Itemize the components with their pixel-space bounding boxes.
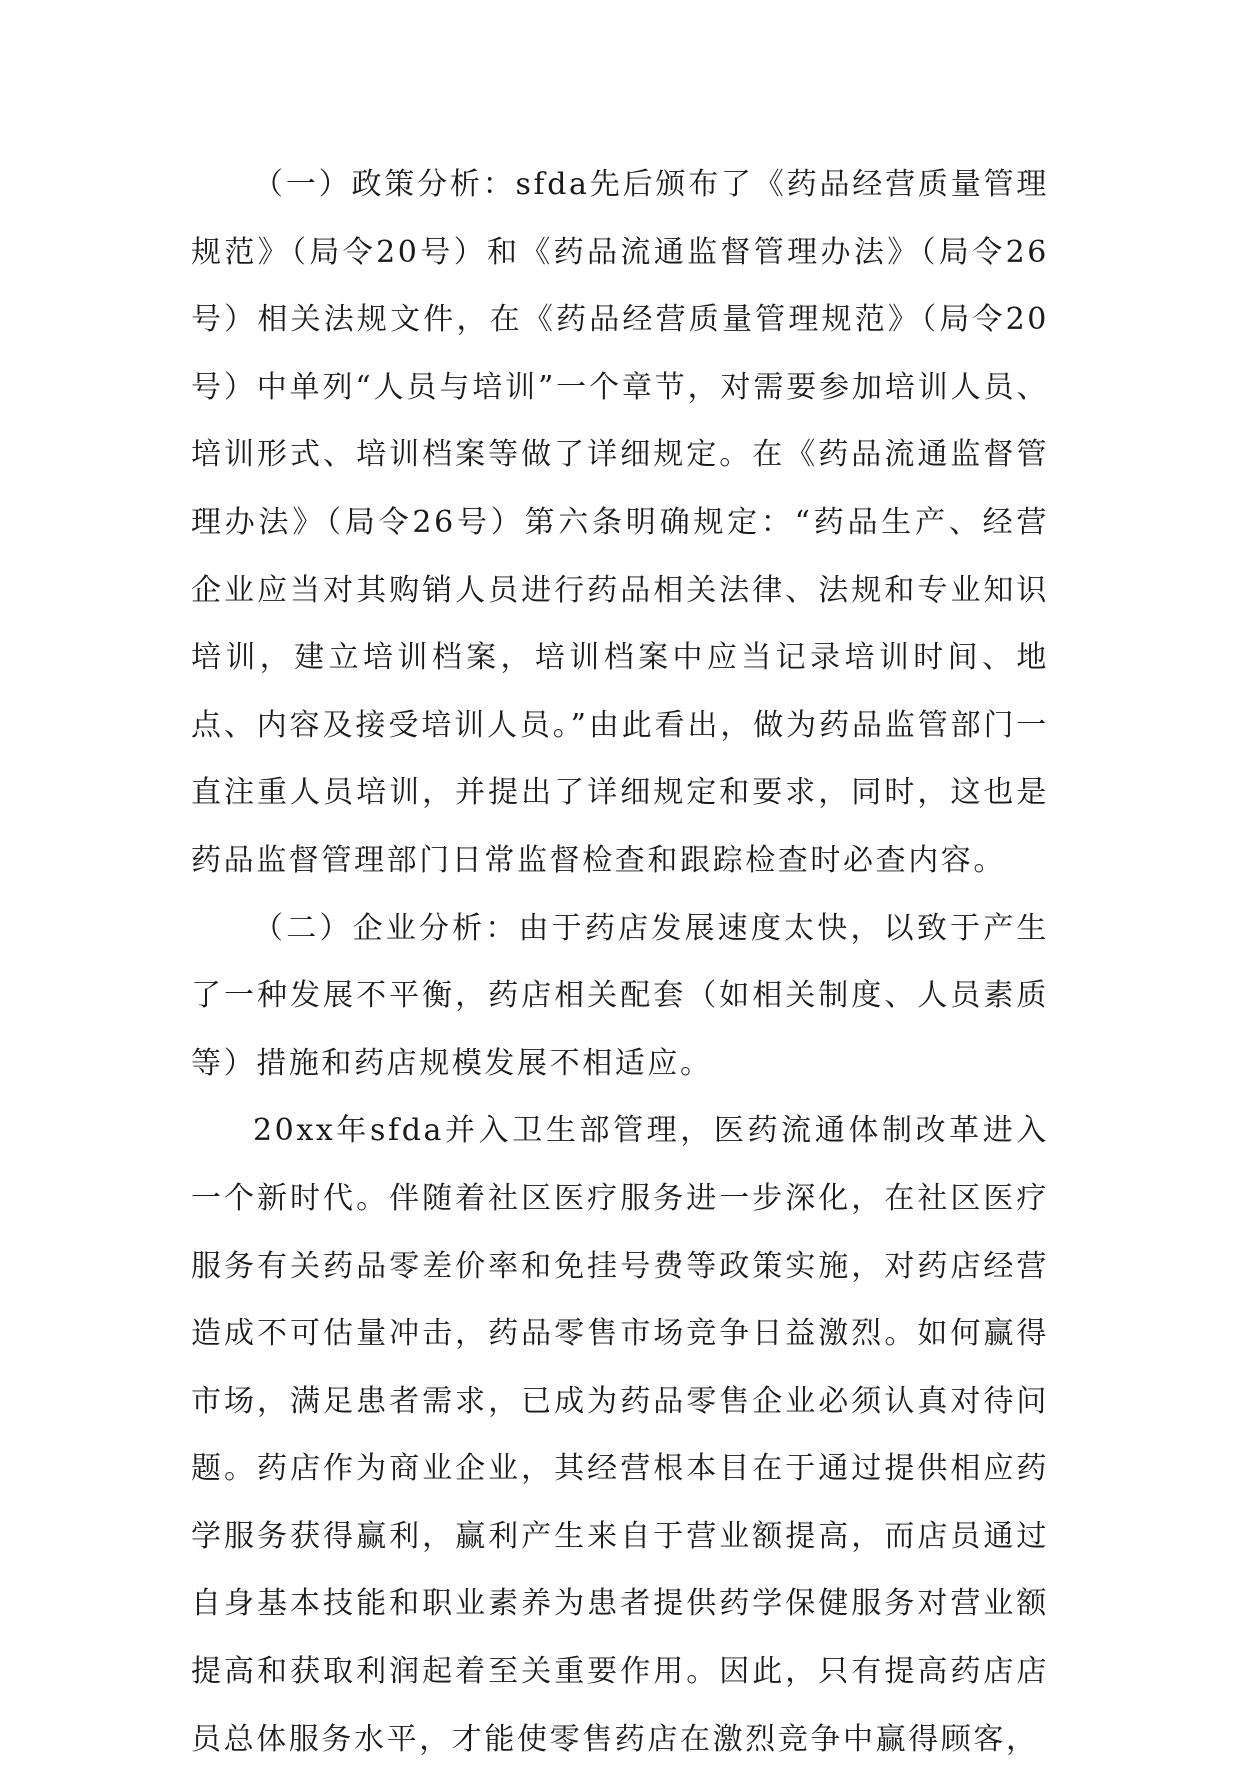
paragraph-market-context: 20xx年sfda并入卫生部管理，医药流通体制改革进入一个新时代。伴随着社区医疗服务进一步深化，在社区医疗服务有关药品零差价率和免挂号费等政策实施，对药店经营造成不可估量冲击，药品零售市场竞争日益激烈。如何赢得市场，满足患者需求，已成为药品零售企业必须认真对待问题。药店作为商业企业，其经营根本目在于通过提供相应药学服务获得赢利，赢利产生来自于营业额提高，而店员通过自身基本技能和职业素养为患者提供药学保健服务对营业额提高和获取利润起着至关重要作用。因此，只有提高药店店员总体服务水平，才能使零售药店在激烈竞争中赢得顾客， [191,1113,1049,1757]
paragraph-policy-analysis: （一）政策分析：sfda先后颁布了《药品经营质量管理规范》（局令20号）和《药品流通监督管理办法》（局令26号）相关法规文件，在《药品经营质量管理规范》（局令20号）中单列“人员与培训”一个章节，对需要参加培训人员、培训形式、培训档案等做了详细规定。在《药品流通监督管理办法》（局令26号）第六条明确规定：“药品生产、经营企业应当对其购销人员进行药品相关法律、法规和专业知识培训，建立培训档案，培训档案中应当记录培训时间、地点、内容及接受培训人员。”由此看出，做为药品监管部门一直注重人员培训，并提出了详细规定和要求，同时，这也是药品监督管理部门日常监督检查和跟踪检查时必查内容。 [191,167,1049,878]
document-body [191,151,1049,1773]
paragraph-enterprise-analysis: （二）企业分析：由于药店发展速度太快，以致于产生了一种发展不平衡，药店相关配套（如相关制度、人员素质等）措施和药店规模发展不相适应。 [191,910,1049,1081]
